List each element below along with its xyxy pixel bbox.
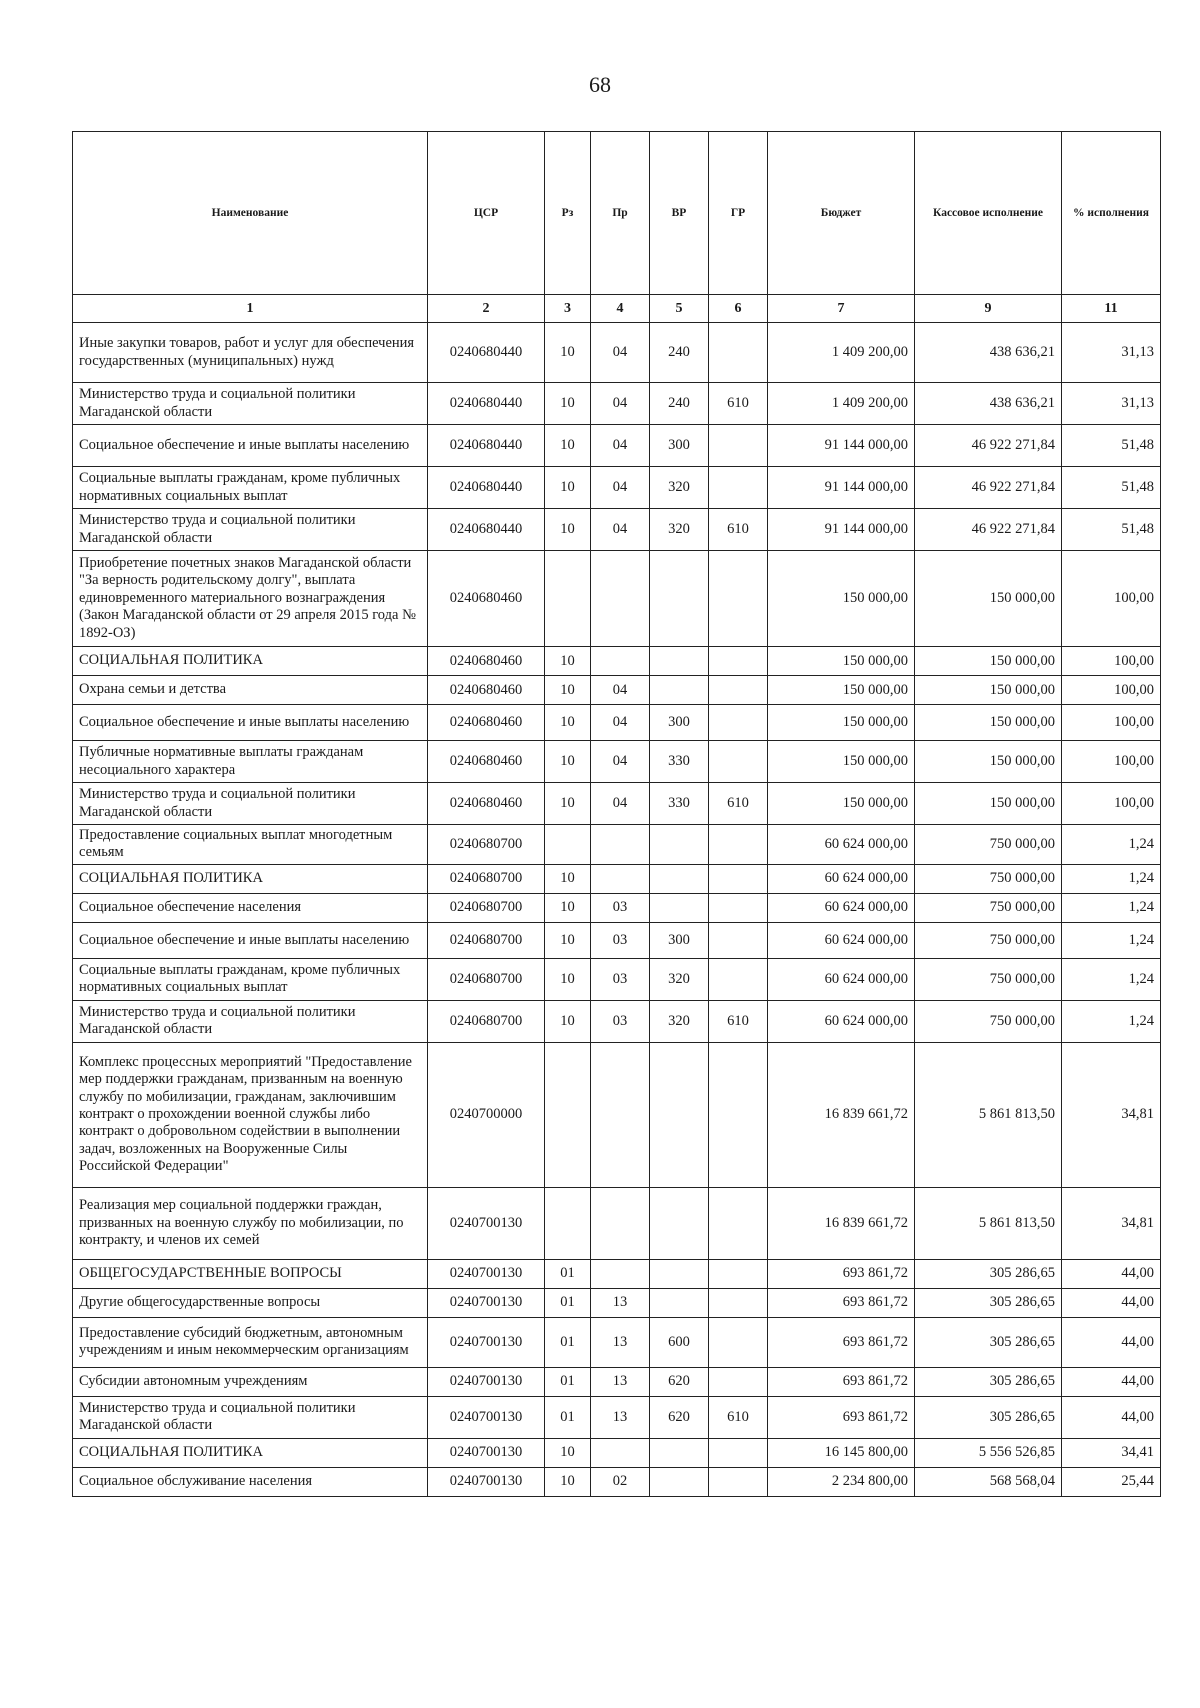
cell-cash: 150 000,00 (915, 676, 1062, 705)
col-number: 11 (1062, 295, 1161, 323)
cell-budget: 150 000,00 (768, 783, 915, 825)
cell-pr (591, 1259, 650, 1288)
cell-pct: 100,00 (1062, 741, 1161, 783)
cell-vr: 240 (650, 323, 709, 383)
table-row (73, 922, 1161, 958)
cell-gr (709, 1438, 768, 1467)
cell-gr (709, 705, 768, 741)
cell-name: Иные закупки товаров, работ и услуг для обеспечения государственных (муниципальных) нужд (73, 323, 428, 383)
cell-rz: 01 (545, 1367, 591, 1396)
cell-budget: 60 624 000,00 (768, 893, 915, 922)
cell-pct: 44,00 (1062, 1317, 1161, 1367)
column-number-row (73, 295, 1161, 323)
cell-vr: 320 (650, 509, 709, 551)
cell-budget: 150 000,00 (768, 741, 915, 783)
cell-csr: 0240680700 (428, 1000, 545, 1042)
table-row (73, 1396, 1161, 1438)
cell-pct: 44,00 (1062, 1259, 1161, 1288)
cell-gr (709, 1317, 768, 1367)
cell-vr (650, 893, 709, 922)
cell-pr: 13 (591, 1396, 650, 1438)
cell-csr: 0240680440 (428, 509, 545, 551)
table-row (73, 783, 1161, 825)
cell-budget: 91 144 000,00 (768, 425, 915, 467)
cell-pct: 100,00 (1062, 551, 1161, 647)
cell-rz: 10 (545, 893, 591, 922)
table-row (73, 1187, 1161, 1259)
cell-csr: 0240680460 (428, 551, 545, 647)
cell-cash: 305 286,65 (915, 1396, 1062, 1438)
cell-pct: 100,00 (1062, 705, 1161, 741)
cell-pct: 51,48 (1062, 467, 1161, 509)
col-header-pct: % исполнения (1062, 132, 1161, 295)
cell-csr: 0240680440 (428, 323, 545, 383)
cell-csr: 0240680440 (428, 425, 545, 467)
cell-pct: 31,13 (1062, 383, 1161, 425)
cell-budget: 150 000,00 (768, 647, 915, 676)
cell-name: Социальное обеспечение и иные выплаты населению (73, 425, 428, 467)
cell-csr: 0240680460 (428, 705, 545, 741)
cell-pr: 03 (591, 958, 650, 1000)
cell-budget: 150 000,00 (768, 551, 915, 647)
cell-rz: 10 (545, 864, 591, 893)
col-header-name: Наименование (73, 132, 428, 295)
cell-csr: 0240700130 (428, 1467, 545, 1496)
cell-rz: 01 (545, 1259, 591, 1288)
cell-budget: 1 409 200,00 (768, 383, 915, 425)
cell-vr (650, 1187, 709, 1259)
cell-csr: 0240700130 (428, 1317, 545, 1367)
cell-gr: 610 (709, 783, 768, 825)
cell-cash: 46 922 271,84 (915, 509, 1062, 551)
cell-budget: 16 145 800,00 (768, 1438, 915, 1467)
cell-pr: 04 (591, 425, 650, 467)
cell-budget: 91 144 000,00 (768, 467, 915, 509)
cell-budget: 693 861,72 (768, 1317, 915, 1367)
col-number: 5 (650, 295, 709, 323)
cell-gr: 610 (709, 1000, 768, 1042)
cell-budget: 60 624 000,00 (768, 825, 915, 865)
cell-rz: 10 (545, 705, 591, 741)
cell-rz: 10 (545, 509, 591, 551)
cell-name: Социальное обслуживание населения (73, 1467, 428, 1496)
cell-name: Охрана семьи и детства (73, 676, 428, 705)
cell-pct: 44,00 (1062, 1367, 1161, 1396)
cell-name: Комплекс процессных мероприятий "Предоставление мер поддержки гражданам, призванным на военную службу по мобилизации, гражданам, заключившим контракт о прохождении военной службы либо контракт о добровольном содействии в выполнении задач, возложенных на Вооруженные Силы Российской Федерации" (73, 1042, 428, 1187)
cell-vr: 600 (650, 1317, 709, 1367)
cell-vr (650, 1288, 709, 1317)
cell-gr (709, 1187, 768, 1259)
col-number: 4 (591, 295, 650, 323)
cell-csr: 0240680440 (428, 467, 545, 509)
table-row (73, 825, 1161, 865)
table-row (73, 1367, 1161, 1396)
cell-cash: 150 000,00 (915, 741, 1062, 783)
cell-gr (709, 864, 768, 893)
cell-csr: 0240680460 (428, 783, 545, 825)
cell-name: Социальные выплаты гражданам, кроме публичных нормативных социальных выплат (73, 467, 428, 509)
cell-rz: 10 (545, 783, 591, 825)
cell-csr: 0240680440 (428, 383, 545, 425)
table-row (73, 1317, 1161, 1367)
cell-pct: 1,24 (1062, 893, 1161, 922)
cell-csr: 0240680700 (428, 893, 545, 922)
cell-budget: 16 839 661,72 (768, 1187, 915, 1259)
cell-vr (650, 1259, 709, 1288)
cell-vr (650, 676, 709, 705)
cell-cash: 750 000,00 (915, 1000, 1062, 1042)
budget-execution-table (72, 131, 1161, 1497)
cell-csr: 0240700130 (428, 1438, 545, 1467)
cell-cash: 750 000,00 (915, 922, 1062, 958)
cell-pct: 1,24 (1062, 958, 1161, 1000)
cell-pr: 03 (591, 1000, 650, 1042)
cell-pr: 03 (591, 893, 650, 922)
cell-vr: 320 (650, 958, 709, 1000)
cell-pct: 100,00 (1062, 783, 1161, 825)
cell-name: Министерство труда и социальной политики Магаданской области (73, 383, 428, 425)
cell-cash: 150 000,00 (915, 551, 1062, 647)
cell-gr (709, 425, 768, 467)
cell-budget: 16 839 661,72 (768, 1042, 915, 1187)
table-row (73, 551, 1161, 647)
cell-csr: 0240680460 (428, 647, 545, 676)
cell-vr: 620 (650, 1396, 709, 1438)
table-row (73, 705, 1161, 741)
cell-budget: 60 624 000,00 (768, 922, 915, 958)
cell-pr: 02 (591, 1467, 650, 1496)
cell-rz: 10 (545, 1467, 591, 1496)
cell-vr: 330 (650, 741, 709, 783)
cell-rz: 10 (545, 676, 591, 705)
cell-pr: 04 (591, 467, 650, 509)
table-row (73, 647, 1161, 676)
cell-pr: 04 (591, 676, 650, 705)
col-header-vr: ВР (650, 132, 709, 295)
cell-pr: 04 (591, 783, 650, 825)
cell-gr: 610 (709, 509, 768, 551)
cell-csr: 0240700000 (428, 1042, 545, 1187)
cell-gr (709, 825, 768, 865)
cell-gr (709, 958, 768, 1000)
cell-vr (650, 1042, 709, 1187)
table-row (73, 1259, 1161, 1288)
cell-budget: 1 409 200,00 (768, 323, 915, 383)
cell-cash: 305 286,65 (915, 1259, 1062, 1288)
cell-cash: 5 861 813,50 (915, 1042, 1062, 1187)
cell-pct: 34,81 (1062, 1187, 1161, 1259)
cell-gr: 610 (709, 1396, 768, 1438)
cell-pr: 03 (591, 922, 650, 958)
cell-pct: 51,48 (1062, 509, 1161, 551)
cell-budget: 693 861,72 (768, 1396, 915, 1438)
cell-pr: 13 (591, 1367, 650, 1396)
cell-cash: 438 636,21 (915, 383, 1062, 425)
cell-name: Социальное обеспечение и иные выплаты населению (73, 922, 428, 958)
cell-pct: 1,24 (1062, 864, 1161, 893)
col-header-rz: Рз (545, 132, 591, 295)
cell-rz (545, 1042, 591, 1187)
cell-budget: 693 861,72 (768, 1259, 915, 1288)
page-number: 68 (589, 72, 611, 97)
cell-budget: 2 234 800,00 (768, 1467, 915, 1496)
cell-csr: 0240680700 (428, 864, 545, 893)
cell-vr (650, 1467, 709, 1496)
cell-csr: 0240680460 (428, 676, 545, 705)
cell-vr: 300 (650, 922, 709, 958)
cell-rz: 10 (545, 922, 591, 958)
cell-gr: 610 (709, 383, 768, 425)
cell-cash: 750 000,00 (915, 864, 1062, 893)
table-row (73, 1438, 1161, 1467)
cell-pct: 1,24 (1062, 1000, 1161, 1042)
cell-name: Министерство труда и социальной политики Магаданской области (73, 509, 428, 551)
cell-budget: 693 861,72 (768, 1288, 915, 1317)
cell-pr (591, 864, 650, 893)
header-row (73, 132, 1161, 295)
col-number: 2 (428, 295, 545, 323)
cell-gr (709, 1042, 768, 1187)
cell-cash: 750 000,00 (915, 825, 1062, 865)
cell-rz: 10 (545, 383, 591, 425)
cell-vr: 300 (650, 425, 709, 467)
cell-rz: 10 (545, 647, 591, 676)
cell-csr: 0240680700 (428, 958, 545, 1000)
cell-pr: 04 (591, 323, 650, 383)
cell-rz (545, 825, 591, 865)
cell-name: Приобретение почетных знаков Магаданской области "За верность родительскому долгу", выплата единовременного материального вознаграждения (Закон Магаданской области от 29 апреля 2015 года № 1892-ОЗ) (73, 551, 428, 647)
cell-cash: 750 000,00 (915, 958, 1062, 1000)
table-row (73, 676, 1161, 705)
cell-name: ОБЩЕГОСУДАРСТВЕННЫЕ ВОПРОСЫ (73, 1259, 428, 1288)
cell-name: Публичные нормативные выплаты гражданам несоциального характера (73, 741, 428, 783)
cell-gr (709, 1367, 768, 1396)
table-row (73, 1288, 1161, 1317)
cell-budget: 150 000,00 (768, 676, 915, 705)
cell-pr: 04 (591, 509, 650, 551)
cell-name: Министерство труда и социальной политики Магаданской области (73, 1000, 428, 1042)
cell-name: СОЦИАЛЬНАЯ ПОЛИТИКА (73, 647, 428, 676)
cell-name: Реализация мер социальной поддержки граждан, призванных на военную службу по мобилизации, по контракту, и членов их семей (73, 1187, 428, 1259)
cell-csr: 0240700130 (428, 1288, 545, 1317)
cell-pr (591, 1438, 650, 1467)
cell-budget: 60 624 000,00 (768, 958, 915, 1000)
cell-pr (591, 647, 650, 676)
cell-name: Другие общегосударственные вопросы (73, 1288, 428, 1317)
cell-csr: 0240700130 (428, 1396, 545, 1438)
cell-name: Министерство труда и социальной политики Магаданской области (73, 783, 428, 825)
table-row (73, 509, 1161, 551)
cell-vr: 620 (650, 1367, 709, 1396)
cell-name: Субсидии автономным учреждениям (73, 1367, 428, 1396)
col-header-gr: ГР (709, 132, 768, 295)
cell-pct: 1,24 (1062, 922, 1161, 958)
cell-budget: 60 624 000,00 (768, 1000, 915, 1042)
cell-pct: 44,00 (1062, 1288, 1161, 1317)
cell-cash: 46 922 271,84 (915, 467, 1062, 509)
cell-pr (591, 1042, 650, 1187)
table-row (73, 893, 1161, 922)
cell-name: Министерство труда и социальной политики Магаданской области (73, 1396, 428, 1438)
cell-cash: 750 000,00 (915, 893, 1062, 922)
cell-pct: 25,44 (1062, 1467, 1161, 1496)
cell-gr (709, 676, 768, 705)
cell-gr (709, 467, 768, 509)
cell-rz: 01 (545, 1317, 591, 1367)
table-row (73, 1000, 1161, 1042)
cell-pr: 04 (591, 741, 650, 783)
cell-pct: 44,00 (1062, 1396, 1161, 1438)
table-row (73, 425, 1161, 467)
cell-rz (545, 1187, 591, 1259)
cell-rz: 10 (545, 323, 591, 383)
cell-csr: 0240680700 (428, 922, 545, 958)
cell-csr: 0240700130 (428, 1367, 545, 1396)
cell-cash: 568 568,04 (915, 1467, 1062, 1496)
cell-budget: 60 624 000,00 (768, 864, 915, 893)
col-header-pr: Пр (591, 132, 650, 295)
cell-cash: 150 000,00 (915, 705, 1062, 741)
cell-name: Предоставление субсидий бюджетным, автономным учреждениям и иным некоммерческим организациям (73, 1317, 428, 1367)
cell-vr (650, 825, 709, 865)
cell-rz: 10 (545, 1438, 591, 1467)
cell-gr (709, 647, 768, 676)
cell-gr (709, 1288, 768, 1317)
cell-rz: 01 (545, 1288, 591, 1317)
table-row (73, 864, 1161, 893)
cell-vr (650, 1438, 709, 1467)
col-header-csr: ЦСР (428, 132, 545, 295)
cell-cash: 150 000,00 (915, 647, 1062, 676)
cell-vr (650, 864, 709, 893)
col-number: 9 (915, 295, 1062, 323)
cell-pct: 34,81 (1062, 1042, 1161, 1187)
col-number: 7 (768, 295, 915, 323)
cell-cash: 305 286,65 (915, 1288, 1062, 1317)
cell-cash: 5 861 813,50 (915, 1187, 1062, 1259)
col-number: 6 (709, 295, 768, 323)
cell-cash: 438 636,21 (915, 323, 1062, 383)
table-row (73, 741, 1161, 783)
col-header-budget: Бюджет (768, 132, 915, 295)
cell-csr: 0240700130 (428, 1259, 545, 1288)
cell-vr: 320 (650, 1000, 709, 1042)
cell-csr: 0240680460 (428, 741, 545, 783)
cell-name: Социальное обеспечение населения (73, 893, 428, 922)
cell-name: Социальное обеспечение и иные выплаты населению (73, 705, 428, 741)
cell-vr (650, 647, 709, 676)
cell-budget: 150 000,00 (768, 705, 915, 741)
cell-pr (591, 1187, 650, 1259)
cell-cash: 5 556 526,85 (915, 1438, 1062, 1467)
col-header-cash: Кассовое исполнение (915, 132, 1062, 295)
cell-vr (650, 551, 709, 647)
table-row (73, 1042, 1161, 1187)
cell-csr: 0240700130 (428, 1187, 545, 1259)
cell-vr: 320 (650, 467, 709, 509)
cell-cash: 46 922 271,84 (915, 425, 1062, 467)
cell-cash: 305 286,65 (915, 1317, 1062, 1367)
cell-gr (709, 741, 768, 783)
cell-pct: 100,00 (1062, 676, 1161, 705)
cell-rz: 10 (545, 425, 591, 467)
cell-pct: 34,41 (1062, 1438, 1161, 1467)
cell-gr (709, 893, 768, 922)
cell-rz: 10 (545, 467, 591, 509)
cell-rz: 01 (545, 1396, 591, 1438)
table-row (73, 958, 1161, 1000)
cell-budget: 91 144 000,00 (768, 509, 915, 551)
cell-pct: 1,24 (1062, 825, 1161, 865)
table-row (73, 383, 1161, 425)
cell-vr: 300 (650, 705, 709, 741)
cell-csr: 0240680700 (428, 825, 545, 865)
cell-gr (709, 1259, 768, 1288)
cell-pct: 51,48 (1062, 425, 1161, 467)
table-row (73, 323, 1161, 383)
cell-gr (709, 1467, 768, 1496)
cell-name: СОЦИАЛЬНАЯ ПОЛИТИКА (73, 864, 428, 893)
cell-vr: 240 (650, 383, 709, 425)
cell-pr: 13 (591, 1317, 650, 1367)
cell-gr (709, 551, 768, 647)
cell-pct: 31,13 (1062, 323, 1161, 383)
cell-name: Предоставление социальных выплат многодетным семьям (73, 825, 428, 865)
cell-rz: 10 (545, 1000, 591, 1042)
cell-rz: 10 (545, 741, 591, 783)
cell-pr: 04 (591, 705, 650, 741)
cell-pr (591, 825, 650, 865)
cell-pr (591, 551, 650, 647)
cell-pr: 04 (591, 383, 650, 425)
cell-name: Социальные выплаты гражданам, кроме публичных нормативных социальных выплат (73, 958, 428, 1000)
col-number: 1 (73, 295, 428, 323)
cell-pct: 100,00 (1062, 647, 1161, 676)
cell-rz (545, 551, 591, 647)
cell-cash: 305 286,65 (915, 1367, 1062, 1396)
cell-rz: 10 (545, 958, 591, 1000)
cell-name: СОЦИАЛЬНАЯ ПОЛИТИКА (73, 1438, 428, 1467)
cell-pr: 13 (591, 1288, 650, 1317)
col-number: 3 (545, 295, 591, 323)
cell-budget: 693 861,72 (768, 1367, 915, 1396)
cell-gr (709, 323, 768, 383)
cell-cash: 150 000,00 (915, 783, 1062, 825)
cell-gr (709, 922, 768, 958)
table-row (73, 467, 1161, 509)
cell-vr: 330 (650, 783, 709, 825)
table-row (73, 1467, 1161, 1496)
